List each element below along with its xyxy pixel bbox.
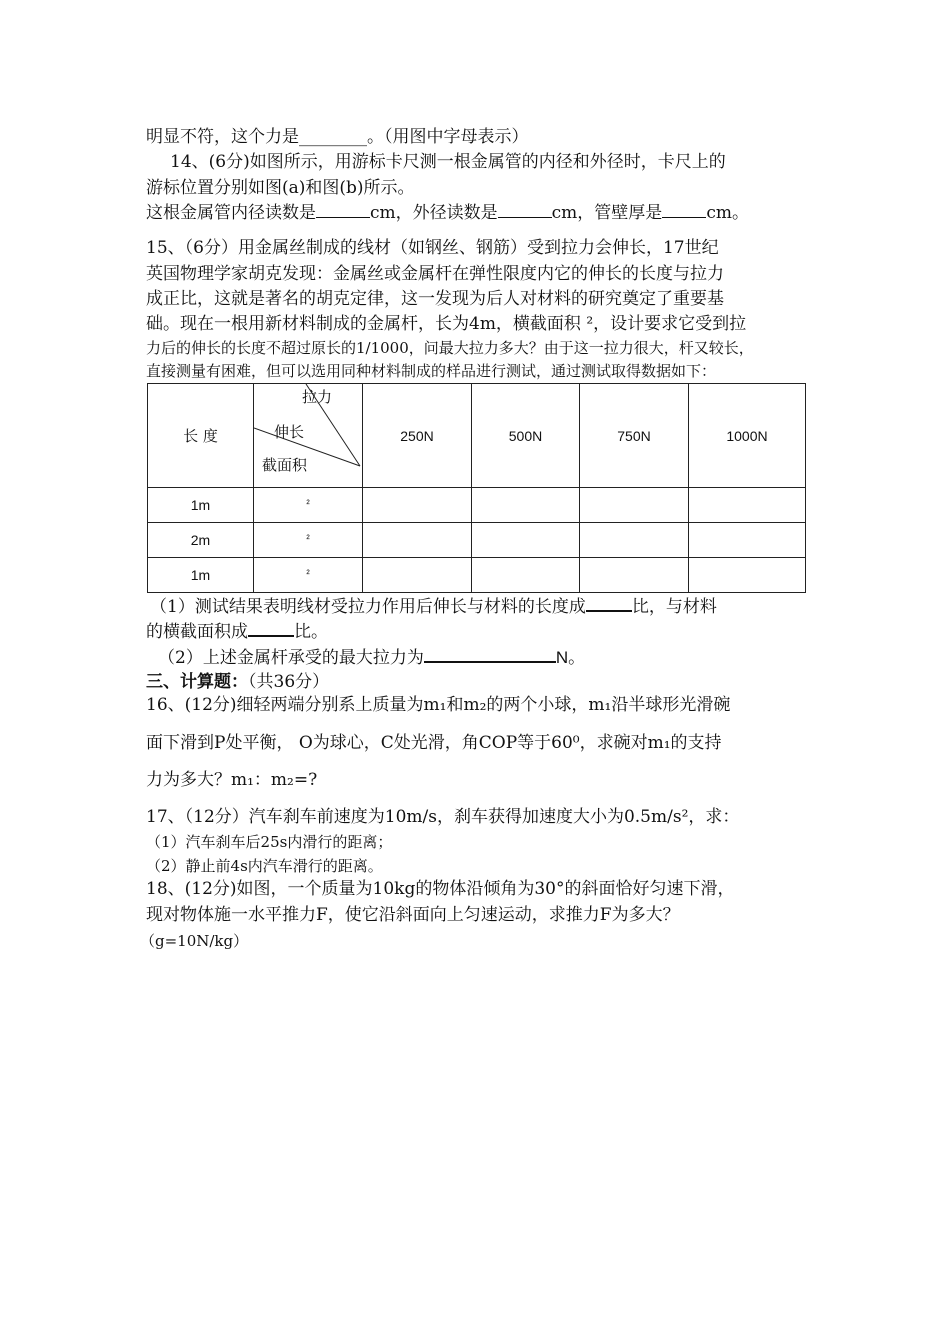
line-q15-d: 础。现在一根用新材料制成的金属杆，长为4m，横截面积 ²，设计要求它受到拉 — [146, 314, 747, 334]
row-area — [254, 558, 363, 593]
table-header-row — [148, 384, 806, 488]
line-q18-c: （g=10N/kg） — [140, 932, 249, 950]
row-length-value: 2m — [190, 532, 211, 548]
q15-1-text-c: 的横截面积成 — [146, 622, 248, 642]
data-cell — [363, 558, 472, 593]
data-cell — [472, 523, 580, 558]
section-3-note: （共36分） — [248, 672, 330, 692]
line-q18-a: 18、(12分)如图，一个质量为10kg的物体沿倾角为30°的斜面恰好匀速下滑， — [146, 879, 735, 899]
header-length — [148, 384, 254, 488]
row-area-value: ² — [306, 499, 310, 510]
line-q15-f: 直接测量有困难，但可以选用同种材料制成的样品进行测试，通过测试取得数据如下： — [146, 362, 717, 380]
line-q17-a: 17、（12分）汽车刹车前速度为10m/s，刹车获得加速度大小为0.5m/s²，求： — [146, 807, 740, 827]
q15-1-text-b: 比，与材料 — [631, 597, 717, 617]
force-label: 1000N — [726, 427, 768, 444]
test-data-table — [147, 383, 806, 593]
data-cell — [580, 488, 689, 523]
q15-2-text: （2）上述金属杆承受的最大拉力为 — [158, 648, 424, 668]
data-cell — [689, 558, 806, 593]
section-3-title: 三、计算题： — [146, 672, 248, 692]
line-q15-b: 英国物理学家胡克发现：金属丝或金属杆在弹性限度内它的伸长的长度与拉力 — [146, 264, 724, 284]
line-q14-b: 游标位置分别如图(a)和图(b)所示。 — [146, 178, 415, 198]
row-area-value: ² — [306, 569, 310, 580]
header-force-2 — [472, 384, 580, 488]
row-length — [148, 523, 254, 558]
table-row — [148, 523, 806, 558]
q14-wall-blank — [662, 201, 706, 218]
data-cell — [580, 558, 689, 593]
diag-label-extension: 伸长 — [274, 423, 305, 441]
q15-2-unit: N。 — [555, 648, 586, 667]
row-area — [254, 523, 363, 558]
q15-1-blank-length — [586, 594, 632, 612]
data-cell — [689, 523, 806, 558]
line-q14-a: 14、(6分)如图所示，用游标卡尺测一根金属管的内径和外径时，卡尺上的 — [170, 152, 726, 172]
row-length — [148, 558, 254, 593]
line-q15-1 — [150, 594, 717, 619]
row-length — [148, 488, 254, 523]
force-label: 500N — [508, 427, 543, 444]
force-label: 750N — [617, 427, 651, 444]
diagonal-header — [254, 384, 362, 487]
q14-wall-label: cm，管壁厚是 — [551, 203, 663, 223]
data-cell — [363, 523, 472, 558]
line-q16-c: 力为多大？m₁：m₂=? — [146, 770, 318, 790]
line-q13-tail: 明显不符，这个力是________。（用图中字母表示） — [146, 127, 529, 147]
line-q15-1-cont — [146, 619, 328, 644]
line-q17-c: （2）静止前4s内汽车滑行的距离。 — [146, 857, 383, 875]
line-q15-e: 力后的伸长的长度不超过原长的1/1000，问最大拉力多大？由于这一拉力很大，杆又较长， — [146, 339, 754, 357]
header-length-label: 长 度 — [183, 427, 218, 445]
q14-inner-label: 这根金属管内径读数是 — [146, 203, 316, 223]
data-cell — [363, 488, 472, 523]
data-cell — [689, 488, 806, 523]
table-row — [148, 558, 806, 593]
row-length-value: 1m — [190, 497, 211, 513]
table-row — [148, 488, 806, 523]
q14-outer-label: cm，外径读数是 — [370, 203, 498, 223]
line-q16-a: 16、(12分)细轻两端分别系上质量为m₁和m₂的两个小球，m₁沿半球形光滑碗 — [146, 695, 731, 715]
header-force-1 — [363, 384, 472, 488]
diag-label-area: 截面积 — [262, 456, 308, 474]
diag-label-force: 拉力 — [302, 388, 333, 406]
section-3-heading — [146, 670, 329, 694]
row-length-value: 1m — [190, 567, 211, 583]
q14-outer-blank — [498, 201, 552, 218]
header-force-3 — [580, 384, 689, 488]
line-q18-b: 现对物体施一水平推力F，使它沿斜面向上匀速运动，求推力F为多大？ — [146, 905, 680, 925]
header-force-4 — [689, 384, 806, 488]
row-area-value: ² — [306, 534, 310, 545]
q15-1-text-d: 比。 — [294, 622, 328, 642]
q15-1-blank-area — [248, 619, 294, 637]
line-q15-2 — [158, 645, 585, 670]
line-q15-a: 15、（6分）用金属丝制成的线材（如钢丝、钢筋）受到拉力会伸长，17世纪 — [146, 238, 719, 258]
data-cell — [472, 488, 580, 523]
header-diagonal-cell — [254, 384, 363, 488]
force-label: 250N — [400, 427, 434, 444]
q14-unit: cm。 — [706, 203, 749, 223]
data-cell — [472, 558, 580, 593]
q15-1-text: （1）测试结果表明线材受拉力作用后伸长与材料的长度成 — [150, 597, 586, 617]
q15-2-blank — [424, 645, 556, 663]
line-q16-b: 面下滑到P处平衡， O为球心，C处光滑，角COP等于60⁰，求碗对m₁的支持 — [146, 733, 722, 753]
line-q15-c: 成正比，这就是著名的胡克定律，这一发现为后人对材料的研究奠定了重要基 — [146, 289, 724, 309]
data-cell — [580, 523, 689, 558]
line-q14-c — [146, 201, 749, 225]
line-q17-b: （1）汽车刹车后25s内滑行的距离； — [146, 833, 393, 851]
row-area — [254, 488, 363, 523]
q14-inner-blank — [316, 201, 370, 218]
